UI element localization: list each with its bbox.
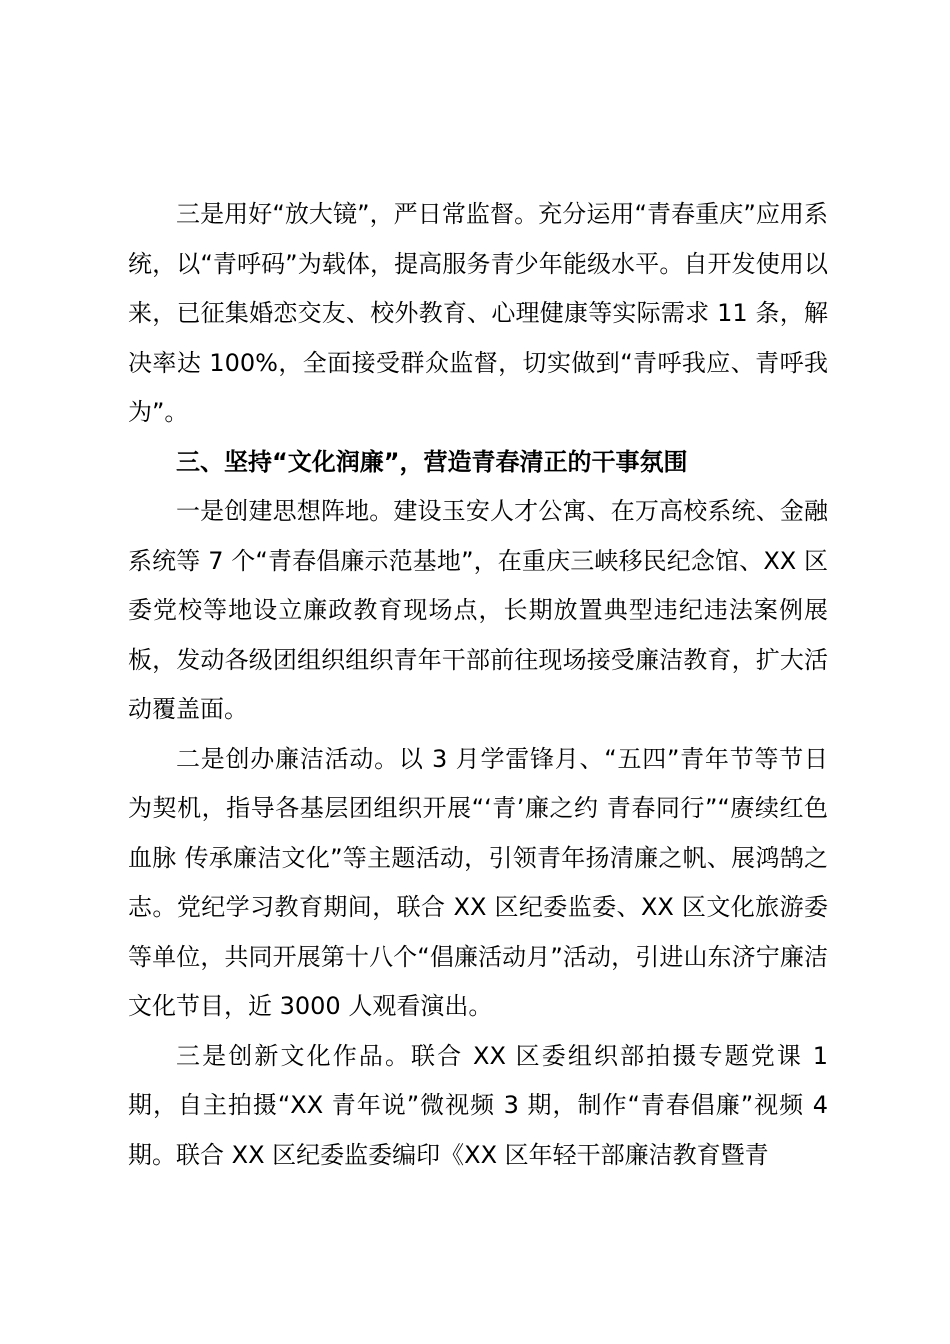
paragraph-integrity-activities: 二是创办廉洁活动。以 3 月学雷锋月、“五四”青年节等节日为契机，指导各基层团组织开展“‘青’廉之约 青春同行”“赓续红色血脉 传承廉洁文化”等主题活动，引领青年扬清廉之帆、展鸿鹄之志。党纪学习教育期间，联合 XX 区纪委监委、XX 区文化旅游委等单位，共同开展第十八个“倡廉活动月”活动，引进山东济宁廉洁文化节目，近 3000 人观看演出。	[128, 744, 828, 1020]
paragraph-daily-supervision: 三是用好“放大镜”，严日常监督。充分运用“青春重庆”应用系统，以“青呼码”为载体，提高服务青少年能级水平。自开发使用以来，已征集婚恋交友、校外教育、心理健康等实际需求 11 条，解决率达 100%，全面接受群众监督，切实做到“青呼我应、青呼我为”。	[128, 200, 828, 426]
paragraph-cultural-works: 三是创新文化作品。联合 XX 区委组织部拍摄专题党课 1 期，自主拍摄“XX 青年说”微视频 3 期，制作“青春倡廉”视频 4 期。联合 XX 区纪委监委编印《XX 区年轻干部廉洁教育暨青	[128, 1041, 828, 1169]
section-heading-culture: 三、坚持“文化润廉”，营造青春清正的干事氛围	[176, 447, 688, 476]
paragraph-ideological-base: 一是创建思想阵地。建设玉安人才公寓、在万高校系统、金融系统等 7 个“青春倡廉示范基地”，在重庆三峡移民纪念馆、XX 区委党校等地设立廉政教育现场点，长期放置典型违纪违法案例展板，发动各级团组织组织青年干部前往现场接受廉洁教育，扩大活动覆盖面。	[128, 497, 828, 723]
document-body	[128, 190, 828, 1180]
